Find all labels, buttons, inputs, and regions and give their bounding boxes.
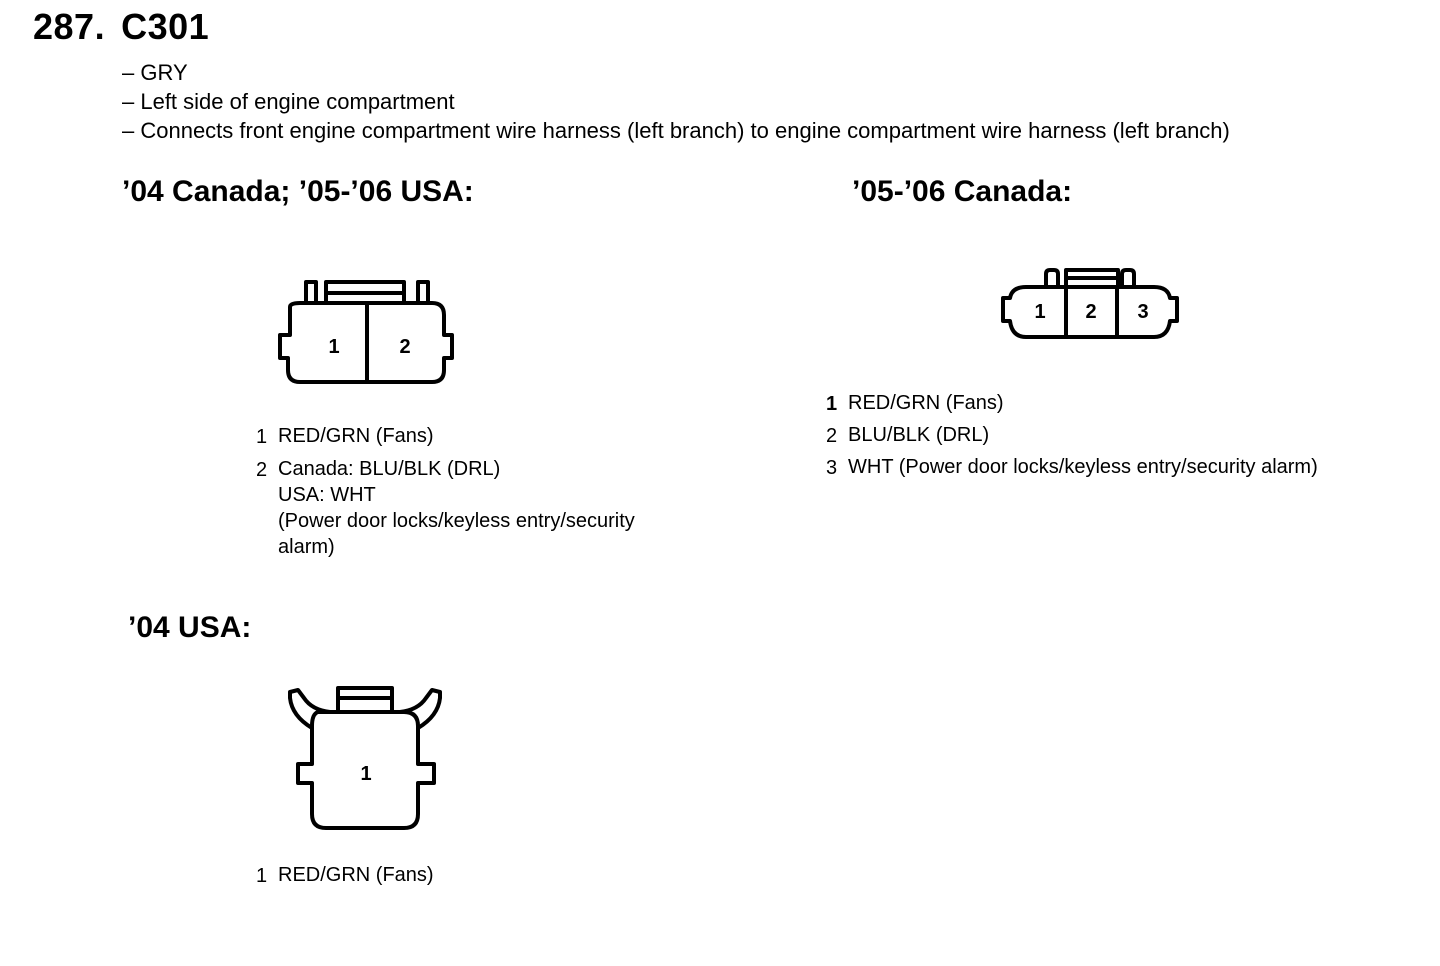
pin-description: RED/GRN (Fans) <box>848 392 1004 414</box>
pin-number: 1 <box>256 426 268 448</box>
pin-number: 2 <box>256 459 268 481</box>
pin-description: BLU/BLK (DRL) <box>848 424 990 446</box>
detail-color: – GRY <box>122 60 188 85</box>
connector-2pin-latch-right <box>418 282 428 303</box>
connector-3pin-latch-right <box>1122 270 1134 287</box>
pin-label: 1 <box>328 336 340 358</box>
section-a-heading: ’04 Canada; ’05-’06 USA: <box>122 175 474 208</box>
pin-number: 1 <box>826 393 838 415</box>
pin-label: 3 <box>1137 301 1149 323</box>
pin-description: WHT (Power door locks/keyless entry/security alarm) <box>848 456 1318 478</box>
section-c-heading: ’04 USA: <box>128 611 252 644</box>
pin-row <box>826 454 1318 483</box>
pin-label: 1 <box>1034 301 1046 323</box>
connector-1pin-latch-right <box>400 690 440 728</box>
section-c-pin-list <box>256 862 434 891</box>
connector-1pin-latch-left <box>290 690 330 728</box>
detail-location: – Left side of engine compartment <box>122 89 455 114</box>
pin-row <box>826 422 1318 451</box>
pin-row <box>826 390 1318 419</box>
connector-title <box>33 6 209 48</box>
pin-number: 2 <box>826 425 838 447</box>
connector-3pin-diagram <box>995 262 1185 346</box>
pin-row <box>256 862 434 891</box>
pin-description: Canada: BLU/BLK (DRL) USA: WHT (Power door locks/keyless entry/security alarm) <box>278 458 635 558</box>
pin-label: 2 <box>1085 301 1097 323</box>
connector-name: C301 <box>121 6 210 47</box>
connector-3pin-latch-left <box>1046 270 1058 287</box>
pin-label: 2 <box>399 336 411 358</box>
connector-2pin-diagram <box>270 272 460 392</box>
pin-row <box>256 456 635 560</box>
pin-description: RED/GRN (Fans) <box>278 425 434 447</box>
section-b-heading: ’05-’06 Canada: <box>852 175 1073 208</box>
detail-connects: – Connects front engine compartment wire harness (left branch) to engine compartment wire harness (left branch) <box>122 118 1230 143</box>
pin-number: 1 <box>256 865 268 887</box>
pin-row <box>256 423 635 452</box>
connector-2pin-latch-left <box>306 282 316 303</box>
pin-description: RED/GRN (Fans) <box>278 864 434 886</box>
section-a-pin-list <box>256 423 635 560</box>
connector-1pin-diagram <box>280 680 450 835</box>
section-b-pin-list <box>826 390 1318 483</box>
connector-number: 287. <box>33 6 106 47</box>
pin-label: 1 <box>360 763 372 785</box>
pin-number: 3 <box>826 457 838 479</box>
